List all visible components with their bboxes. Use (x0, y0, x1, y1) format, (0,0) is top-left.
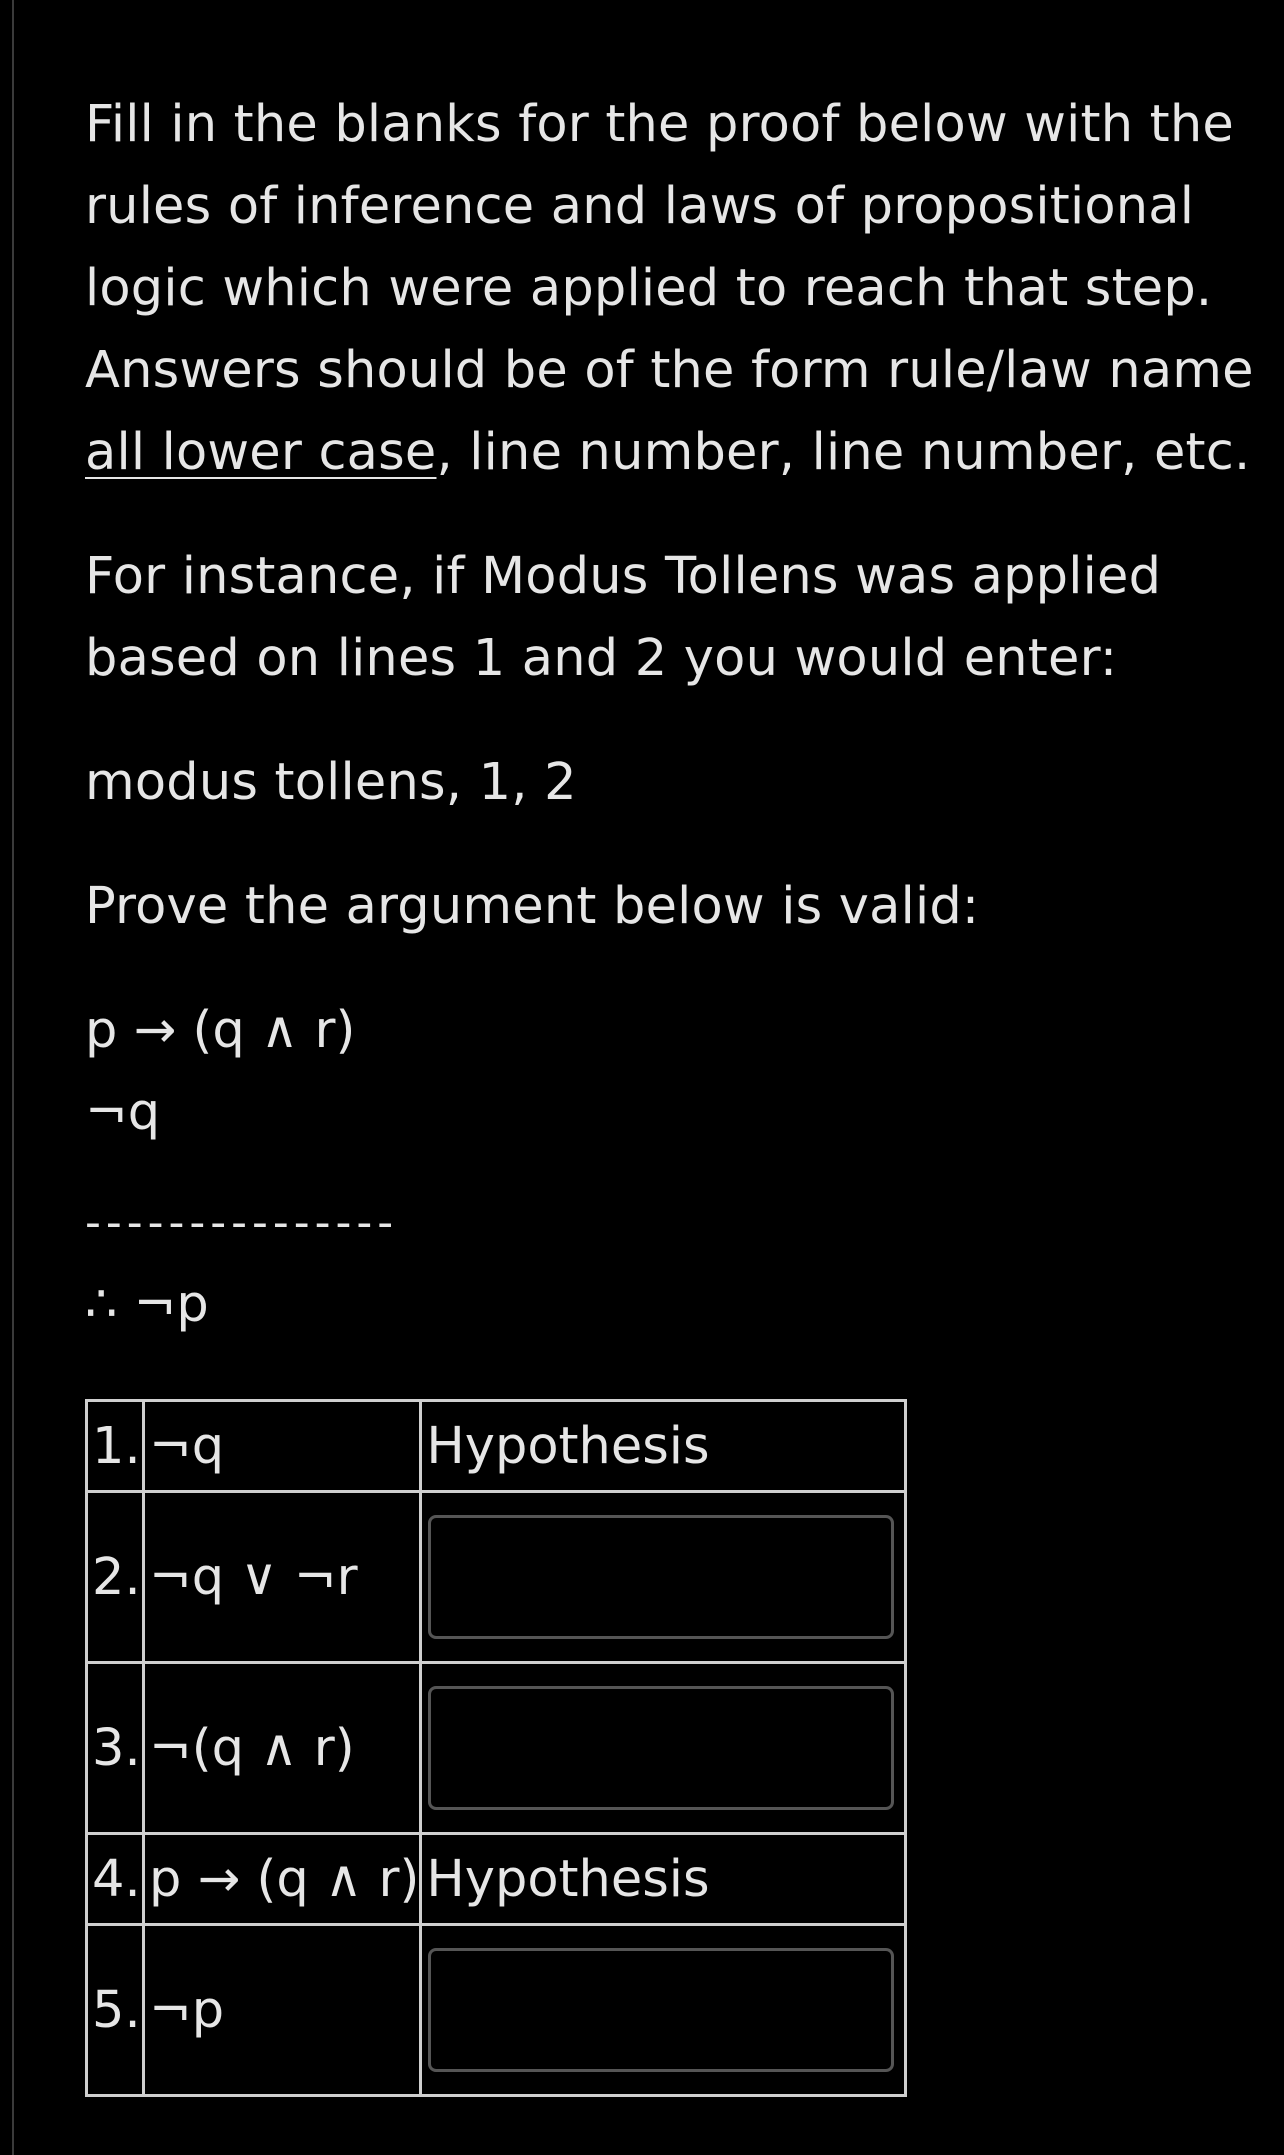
statement: ¬q ∨ ¬r (144, 1492, 421, 1663)
argument-prompt: Prove the argument below is valid: (85, 877, 980, 936)
example-line-2: based on lines 1 and 2 you would enter: (85, 629, 1118, 688)
instruction-line-1: Fill in the blanks for the proof below with the (85, 95, 1234, 154)
justification-cell (421, 1925, 906, 2096)
premise-1: p → (q ∧ r) (85, 1001, 356, 1060)
question-content (85, 84, 1254, 1346)
answer-input-line-5[interactable] (428, 1948, 894, 2072)
proof-row-5 (87, 1925, 906, 2096)
instruction-line-2: rules of inference and laws of propositional (85, 177, 1195, 236)
answer-input-line-2[interactable] (428, 1515, 894, 1639)
justification: Hypothesis (421, 1401, 906, 1492)
justification-cell (421, 1492, 906, 1663)
justification: Hypothesis (421, 1834, 906, 1925)
instruction-line-5-rest: , line number, line number, etc. (436, 423, 1251, 482)
line-number: 5. (87, 1925, 144, 2096)
lowercase-emphasis: all lower case (85, 423, 437, 482)
statement: ¬q (144, 1401, 421, 1492)
proof-row-4 (87, 1834, 906, 1925)
instruction-line-4: Answers should be of the form rule/law name (85, 341, 1254, 400)
proof-row-2 (87, 1492, 906, 1663)
premise-2: ¬q (85, 1083, 161, 1142)
statement: ¬p (144, 1925, 421, 2096)
statement: ¬(q ∧ r) (144, 1663, 421, 1834)
example-answer: modus tollens, 1, 2 (85, 753, 577, 812)
answer-input-line-3[interactable] (428, 1686, 894, 1810)
instruction-line-3: logic which were applied to reach that step. (85, 259, 1213, 318)
justification-cell (421, 1663, 906, 1834)
proof-table (85, 1399, 907, 2097)
proof-row-3 (87, 1663, 906, 1834)
line-number: 3. (87, 1663, 144, 1834)
line-number: 2. (87, 1492, 144, 1663)
argument-separator: --------------- (85, 1197, 399, 1248)
example-line-1: For instance, if Modus Tollens was applied (85, 547, 1162, 606)
statement: p → (q ∧ r) (144, 1834, 421, 1925)
conclusion: ∴ ¬p (85, 1275, 209, 1334)
line-number: 4. (87, 1834, 144, 1925)
instruction-line-5 (85, 412, 1251, 494)
line-number: 1. (87, 1401, 144, 1492)
proof-row-1 (87, 1401, 906, 1492)
left-border (12, 0, 14, 2155)
